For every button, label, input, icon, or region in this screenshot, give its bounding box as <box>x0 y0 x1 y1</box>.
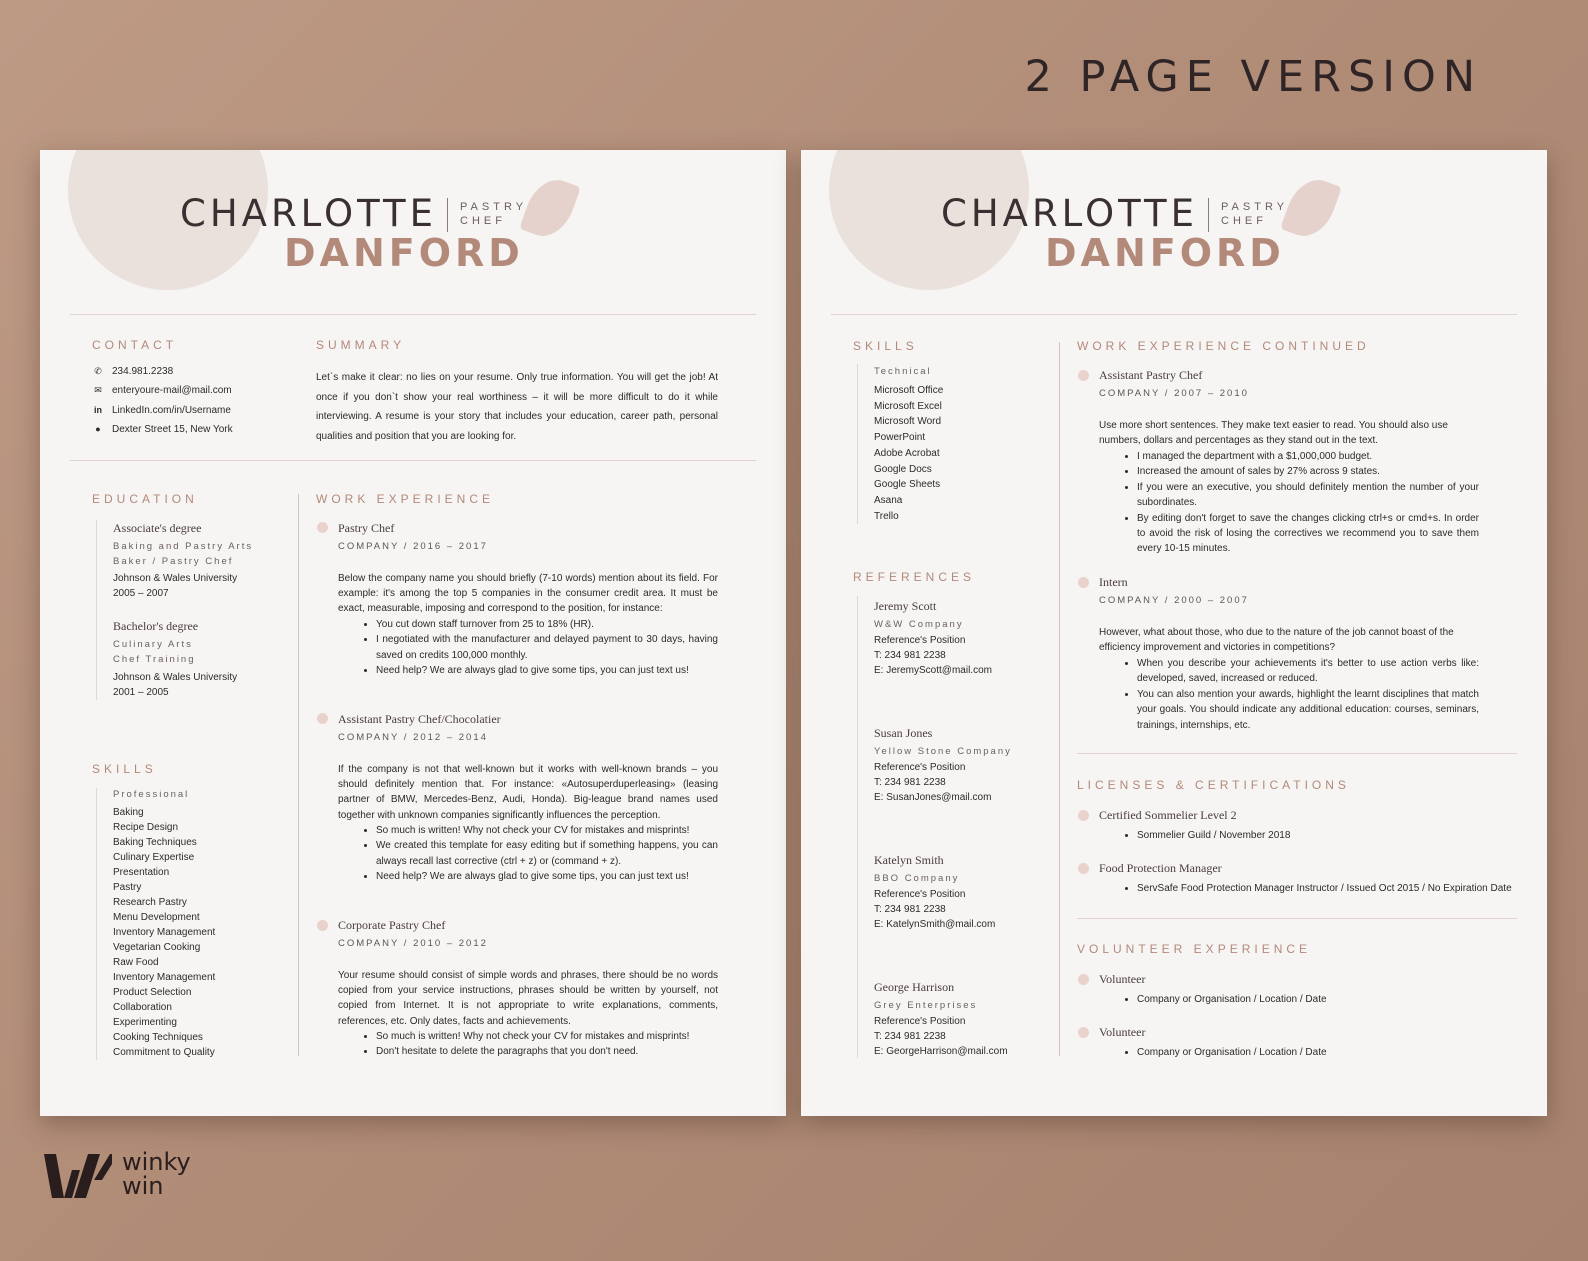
contact-email <box>92 385 232 399</box>
job-company: COMPANY / 2007 – 2010 <box>1099 388 1249 399</box>
header-divider <box>70 314 756 315</box>
skills-rule <box>857 364 858 524</box>
role-line-2: CHEF <box>1221 215 1267 227</box>
contact-linkedin-text: LinkedIn.com/in/Username <box>112 405 231 416</box>
license-details <box>1099 828 1517 843</box>
reference-phone: T: 234 981 2238 <box>874 777 946 788</box>
skill-item: Baking <box>113 807 144 818</box>
first-name: CHARLOTTE <box>941 192 1199 235</box>
section-divider <box>1077 753 1517 754</box>
job-description: Below the company name you should briefly (7-10 words) mention about its field. For example: it's among the top 5 companies in the consumer credit area. It must be exact, measurable, imposing and correspond to the position, for instance: <box>338 573 718 615</box>
resume-page-2 <box>801 150 1547 1116</box>
reference-phone: T: 234 981 2238 <box>874 904 946 915</box>
winkywin-logo-icon <box>44 1150 112 1202</box>
licenses-heading: LICENSES & CERTIFICATIONS <box>1077 778 1350 792</box>
reference-email: E: KatelynSmith@mail.com <box>874 919 996 930</box>
name-divider <box>1208 198 1209 232</box>
reference-name: Jeremy Scott <box>874 599 937 613</box>
job-bullet: • By editing don't forget to save the changes clicking ctrl+s or cmd+s. In order to avoid the risk of losing the correctives we recommend you to save them every 10-15 minutes. <box>1137 511 1479 557</box>
license-details <box>1099 881 1537 896</box>
reference-position: Reference's Position <box>874 762 966 773</box>
job-description: Your resume should consist of simple words and phrases, there should be no words copied from your service instructions, phrases should be written by yourself, not copied from Internet. It is not appropriate to write explanations, comments, references, etc. Only dates, facts and achievements. <box>338 970 718 1027</box>
reference-name: Susan Jones <box>874 726 933 740</box>
name-header <box>180 192 600 275</box>
license-detail: • ServSafe Food Protection Manager Instructor / Issued Oct 2015 / No Expiration Date <box>1137 881 1537 896</box>
skill-item: Adobe Acrobat <box>874 447 940 459</box>
page-version-banner: 2 PAGE VERSION <box>1024 52 1482 102</box>
job-bullet: • You can also mention your awards, highlight the learnt disciplines that match your goals. You should indicate any additional education: courses, seminars, trainings, internships, etc. <box>1137 687 1479 733</box>
skill-item: Menu Development <box>113 912 200 923</box>
education-rule <box>96 520 97 700</box>
contact-phone <box>92 366 173 380</box>
skill-item: Collaboration <box>113 1002 172 1013</box>
job-bullet: • Increased the amount of sales by 27% across 9 states. <box>1137 464 1479 479</box>
skill-item: Pastry <box>113 882 142 893</box>
job-title: Intern <box>1099 575 1128 589</box>
brand-name <box>122 1150 191 1198</box>
education-role: Chef Training <box>113 654 196 665</box>
education-years: 2005 – 2007 <box>113 588 169 599</box>
skill-item: Research Pastry <box>113 897 187 908</box>
skill-item: Google Docs <box>874 463 932 475</box>
skill-item: Google Sheets <box>874 479 941 491</box>
resume-page-1 <box>40 150 786 1116</box>
reference-position: Reference's Position <box>874 889 966 900</box>
skill-item: Trello <box>874 510 899 522</box>
role-title <box>1221 200 1288 228</box>
summary-text: Let`s make it clear: no lies on your resume. Only true information. You will get the job! At once if you don`t show your real worthiness – it will be more difficult to do it while interviewing. A resume is your story that includes your education, career path, personal qualities and position that you are looking for. <box>316 372 718 442</box>
name-divider <box>447 198 448 232</box>
skills-heading: SKILLS <box>853 339 918 353</box>
job-bullet: • We created this template for easy editing but if something happens, you can always recall last corrective (ctrl + z) or (command + z). <box>376 838 718 869</box>
job-marker <box>317 920 328 931</box>
volunteer-detail: • Company or Organisation / Location / Date <box>1137 992 1517 1007</box>
reference-name: George Harrison <box>874 980 955 994</box>
reference-email: E: GeorgeHarrison@mail.com <box>874 1046 1008 1057</box>
reference-position: Reference's Position <box>874 1016 966 1027</box>
volunteer-title: Volunteer <box>1099 1025 1146 1039</box>
job-title: Assistant Pastry Chef <box>1099 368 1203 382</box>
job-company: COMPANY / 2016 – 2017 <box>338 541 488 552</box>
volunteer-detail: • Company or Organisation / Location / Date <box>1137 1045 1517 1060</box>
role-title <box>460 200 527 228</box>
job-bullet: • So much is written! Why not check your CV for mistakes and misprints! <box>376 1029 718 1044</box>
skills-heading: SKILLS <box>92 762 157 776</box>
job-bullets <box>338 823 718 885</box>
reference-company: Grey Enterprises <box>874 1000 978 1011</box>
education-role: Baker / Pastry Chef <box>113 556 234 567</box>
job-bullets <box>338 617 718 679</box>
job-description: However, what about those, who due to the nature of the job cannot boast of the efficiency improvement and victories in competitions? <box>1099 627 1454 654</box>
contact-address <box>92 424 233 438</box>
job-marker <box>317 522 328 533</box>
license-marker <box>1078 810 1089 821</box>
job-marker <box>317 713 328 724</box>
contact-phone-text: 234.981.2238 <box>112 366 174 377</box>
education-years: 2001 – 2005 <box>113 687 169 698</box>
contact-email-text: enteryoure-mail@mail.com <box>112 385 232 396</box>
skill-item: PowerPoint <box>874 432 926 444</box>
license-marker <box>1078 863 1089 874</box>
column-divider <box>298 494 299 1056</box>
first-name: CHARLOTTE <box>180 192 438 235</box>
skill-item: Microsoft Word <box>874 416 942 428</box>
volunteer-details <box>1099 992 1517 1007</box>
skills-list <box>113 805 215 1060</box>
contact-address-text: Dexter Street 15, New York <box>112 424 233 435</box>
license-title: Food Protection Manager <box>1099 861 1222 875</box>
reference-company: W&W Company <box>874 619 964 630</box>
linkedin-icon: in <box>94 405 102 415</box>
contact-linkedin <box>92 405 231 419</box>
job-marker <box>1078 577 1089 588</box>
role-line-1: PASTRY <box>1221 201 1289 213</box>
job-bullet: • I negotiated with the manufacturer and delayed payment to 30 days, having saved on credits 100,000 monthly. <box>376 632 718 663</box>
skill-item: Commitment to Quality <box>113 1047 215 1058</box>
skill-item: Microsoft Office <box>874 385 944 396</box>
job-company: COMPANY / 2012 – 2014 <box>338 732 488 743</box>
volunteer-details <box>1099 1045 1517 1060</box>
skill-item: Experimenting <box>113 1017 177 1028</box>
volunteer-marker <box>1078 974 1089 985</box>
job-title: Pastry Chef <box>338 521 395 535</box>
education-field: Baking and Pastry Arts <box>113 541 254 552</box>
job-bullet: • Need help? We are always glad to give some tips, you can just text us! <box>376 663 718 678</box>
skill-item: Microsoft Excel <box>874 400 942 412</box>
job-title: Corporate Pastry Chef <box>338 918 446 932</box>
reference-name: Katelyn Smith <box>874 853 944 867</box>
job-bullet: • When you describe your achievements it's better to use action verbs like: developed, saved, increased or reduced. <box>1137 656 1479 687</box>
skill-item: Product Selection <box>113 987 192 998</box>
job-bullet: • So much is written! Why not check your CV for mistakes and misprints! <box>376 823 718 838</box>
skill-item: Cooking Techniques <box>113 1032 203 1043</box>
skill-item: Culinary Expertise <box>113 852 195 863</box>
education-field: Culinary Arts <box>113 639 193 650</box>
skill-item: Raw Food <box>113 957 159 968</box>
mail-icon: ✉ <box>94 385 102 395</box>
job-bullets <box>1099 656 1479 733</box>
job-bullets <box>1099 449 1479 557</box>
reference-company: Yellow Stone Company <box>874 746 1012 757</box>
volunteer-marker <box>1078 1027 1089 1038</box>
job-bullet: • You cut down staff turnover from 25 to 18% (HR). <box>376 617 718 632</box>
license-detail: • Sommelier Guild / November 2018 <box>1137 828 1517 843</box>
job-company: COMPANY / 2010 – 2012 <box>338 938 488 949</box>
job-company: COMPANY / 2000 – 2007 <box>1099 595 1249 606</box>
job-bullet: • Need help? We are always glad to give some tips, you can just text us! <box>376 869 718 884</box>
phone-icon: ✆ <box>94 366 102 376</box>
work-experience-heading: WORK EXPERIENCE <box>316 492 495 506</box>
section-divider <box>1077 918 1517 919</box>
last-name: DANFORD <box>1045 231 1285 275</box>
education-school: Johnson & Wales University <box>113 672 238 683</box>
work-experience-continued-heading: WORK EXPERIENCE CONTINUED <box>1077 339 1370 353</box>
skill-item: Presentation <box>113 867 170 878</box>
reference-position: Reference's Position <box>874 635 966 646</box>
education-heading: EDUCATION <box>92 492 198 506</box>
skills-subheading: Professional <box>113 789 190 800</box>
reference-email: E: JeremyScott@mail.com <box>874 665 992 676</box>
skill-item: Recipe Design <box>113 822 179 833</box>
header-divider <box>831 314 1517 315</box>
reference-phone: T: 234 981 2238 <box>874 1031 946 1042</box>
role-line-1: PASTRY <box>460 201 528 213</box>
skill-item: Baking Techniques <box>113 837 197 848</box>
education-degree: Bachelor's degree <box>113 619 199 633</box>
location-icon: ● <box>95 424 101 434</box>
brand-line-2: win <box>122 1172 164 1200</box>
job-bullets <box>338 1029 718 1060</box>
brand-line-1: winky <box>122 1148 191 1176</box>
role-line-2: CHEF <box>460 215 506 227</box>
contact-heading: CONTACT <box>92 338 178 352</box>
job-description: Use more short sentences. They make text easier to read. You should also use numbers, dollars and percentages as they stand out in the text. <box>1099 420 1448 447</box>
license-title: Certified Sommelier Level 2 <box>1099 808 1237 822</box>
education-degree: Associate's degree <box>113 521 202 535</box>
reference-phone: T: 234 981 2238 <box>874 650 946 661</box>
summary-heading: SUMMARY <box>316 338 406 352</box>
volunteer-heading: VOLUNTEER EXPERIENCE <box>1077 942 1312 956</box>
references-heading: REFERENCES <box>853 570 976 584</box>
section-divider <box>70 460 756 461</box>
references-rule <box>857 596 858 1058</box>
job-title: Assistant Pastry Chef/Chocolatier <box>338 712 501 726</box>
education-school: Johnson & Wales University <box>113 573 238 584</box>
skills-subheading: Technical <box>874 366 932 377</box>
skills-list <box>874 383 943 524</box>
reference-company: BBO Company <box>874 873 960 884</box>
job-marker <box>1078 370 1089 381</box>
skill-item: Inventory Management <box>113 927 216 938</box>
last-name: DANFORD <box>284 231 524 275</box>
job-bullet: • If you were an executive, you should definitely mention the number of your subordinates. <box>1137 480 1479 511</box>
column-divider <box>1059 342 1060 1056</box>
job-bullet: • I managed the department with a $1,000,000 budget. <box>1137 449 1479 464</box>
reference-email: E: SusanJones@mail.com <box>874 792 992 803</box>
skills-rule <box>96 788 97 1060</box>
skill-item: Vegetarian Cooking <box>113 942 201 953</box>
name-header <box>941 192 1361 275</box>
volunteer-title: Volunteer <box>1099 972 1146 986</box>
skill-item: Inventory Management <box>113 972 216 983</box>
job-description: If the company is not that well-known but it works with well-known brands – you should definitely mention that. For instance: «Autosuperduperleasing» (leasing partner of BMW, Mercedes-Benz, Audi, Honda). Big-league brand names used together with unknown companies significantly influences the perception. <box>338 764 718 821</box>
job-bullet: • Don't hesitate to delete the paragraphs that you don't need. <box>376 1044 718 1059</box>
skill-item: Asana <box>874 494 903 506</box>
